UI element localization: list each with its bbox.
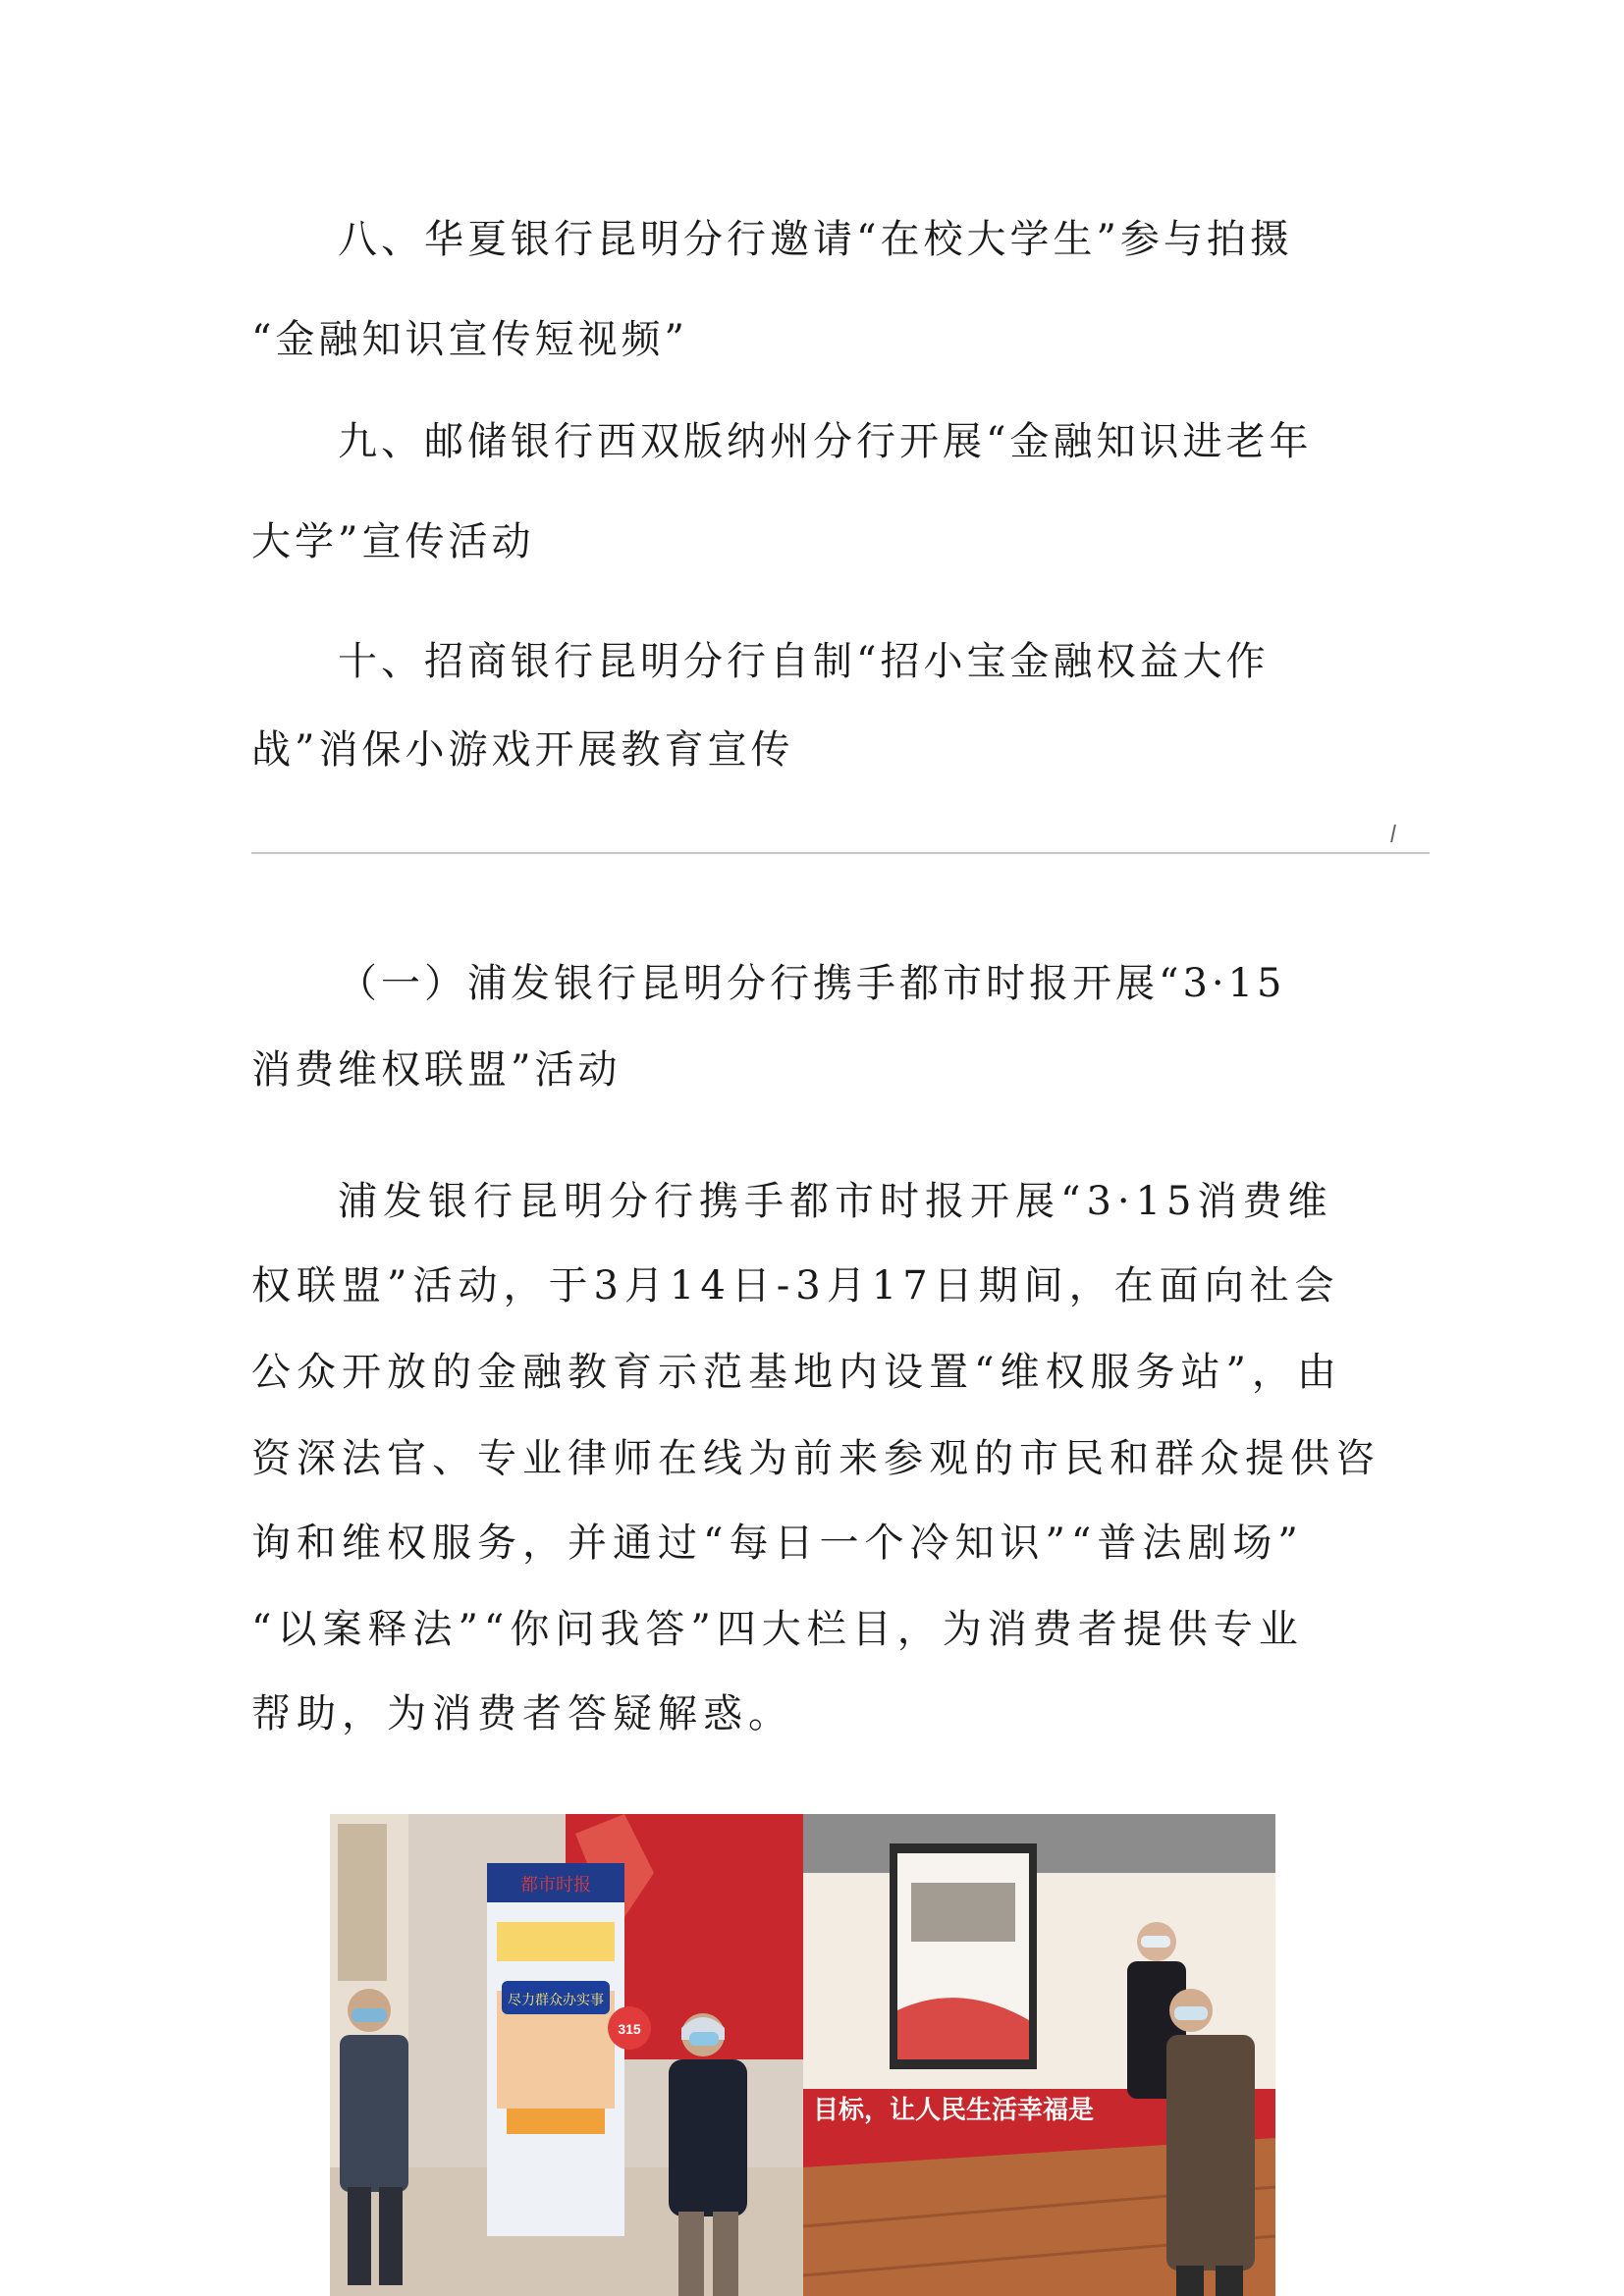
body-line-3: 公众开放的金融教育示范基地内设置“维权服务站”，由 <box>251 1350 1342 1395</box>
section-heading-line-1: （一）浦发银行昆明分行携手都市时报开展“3·15 <box>338 961 1286 1006</box>
body-line-7: 帮助，为消费者答疑解惑。 <box>251 1691 793 1736</box>
sign-badge: 315 <box>618 2021 641 2037</box>
photo-service-station <box>330 1814 803 2296</box>
section-divider <box>251 852 1430 854</box>
body-line-2: 权联盟”活动，于3月14日-3月17日期间，在面向社会 <box>251 1263 1340 1308</box>
item-8-line-1: 八、华夏银行昆明分行邀请“在校大学生”参与拍摄 <box>338 217 1293 262</box>
photo-exhibition-screen <box>803 1814 1275 2296</box>
item-8-line-2: “金融知识宣传短视频” <box>251 317 688 362</box>
body-line-6: “以案释法”“你问我答”四大栏目，为消费者提供专业 <box>251 1607 1304 1652</box>
section-heading-line-2: 消费维权联盟”活动 <box>251 1047 622 1093</box>
wall-slogan: 目标，让人民生活幸福是 <box>813 2095 1095 2124</box>
item-10-line-2: 战”消保小游戏开展教育宣传 <box>251 727 794 773</box>
cursor-mark <box>1390 825 1396 842</box>
item-9-line-2: 大学”宣传活动 <box>251 519 535 564</box>
item-9-line-1: 九、邮储银行西双版纳州分行开展“金融知识进老年 <box>338 419 1313 464</box>
body-line-1: 浦发银行昆明分行携手都市时报开展“3·15消费维 <box>338 1179 1333 1224</box>
body-line-5: 询和维权服务，并通过“每日一个冷知识”“普法剧场” <box>251 1521 1304 1566</box>
banner-top-text: 都市时报 <box>520 1875 591 1895</box>
sign-text: 尽力群众办实事 <box>508 1992 604 2007</box>
item-10-line-1: 十、招商银行昆明分行自制“招小宝金融权益大作 <box>338 639 1270 684</box>
body-line-4: 资深法官、专业律师在线为前来参观的市民和群众提供咨 <box>251 1436 1380 1481</box>
